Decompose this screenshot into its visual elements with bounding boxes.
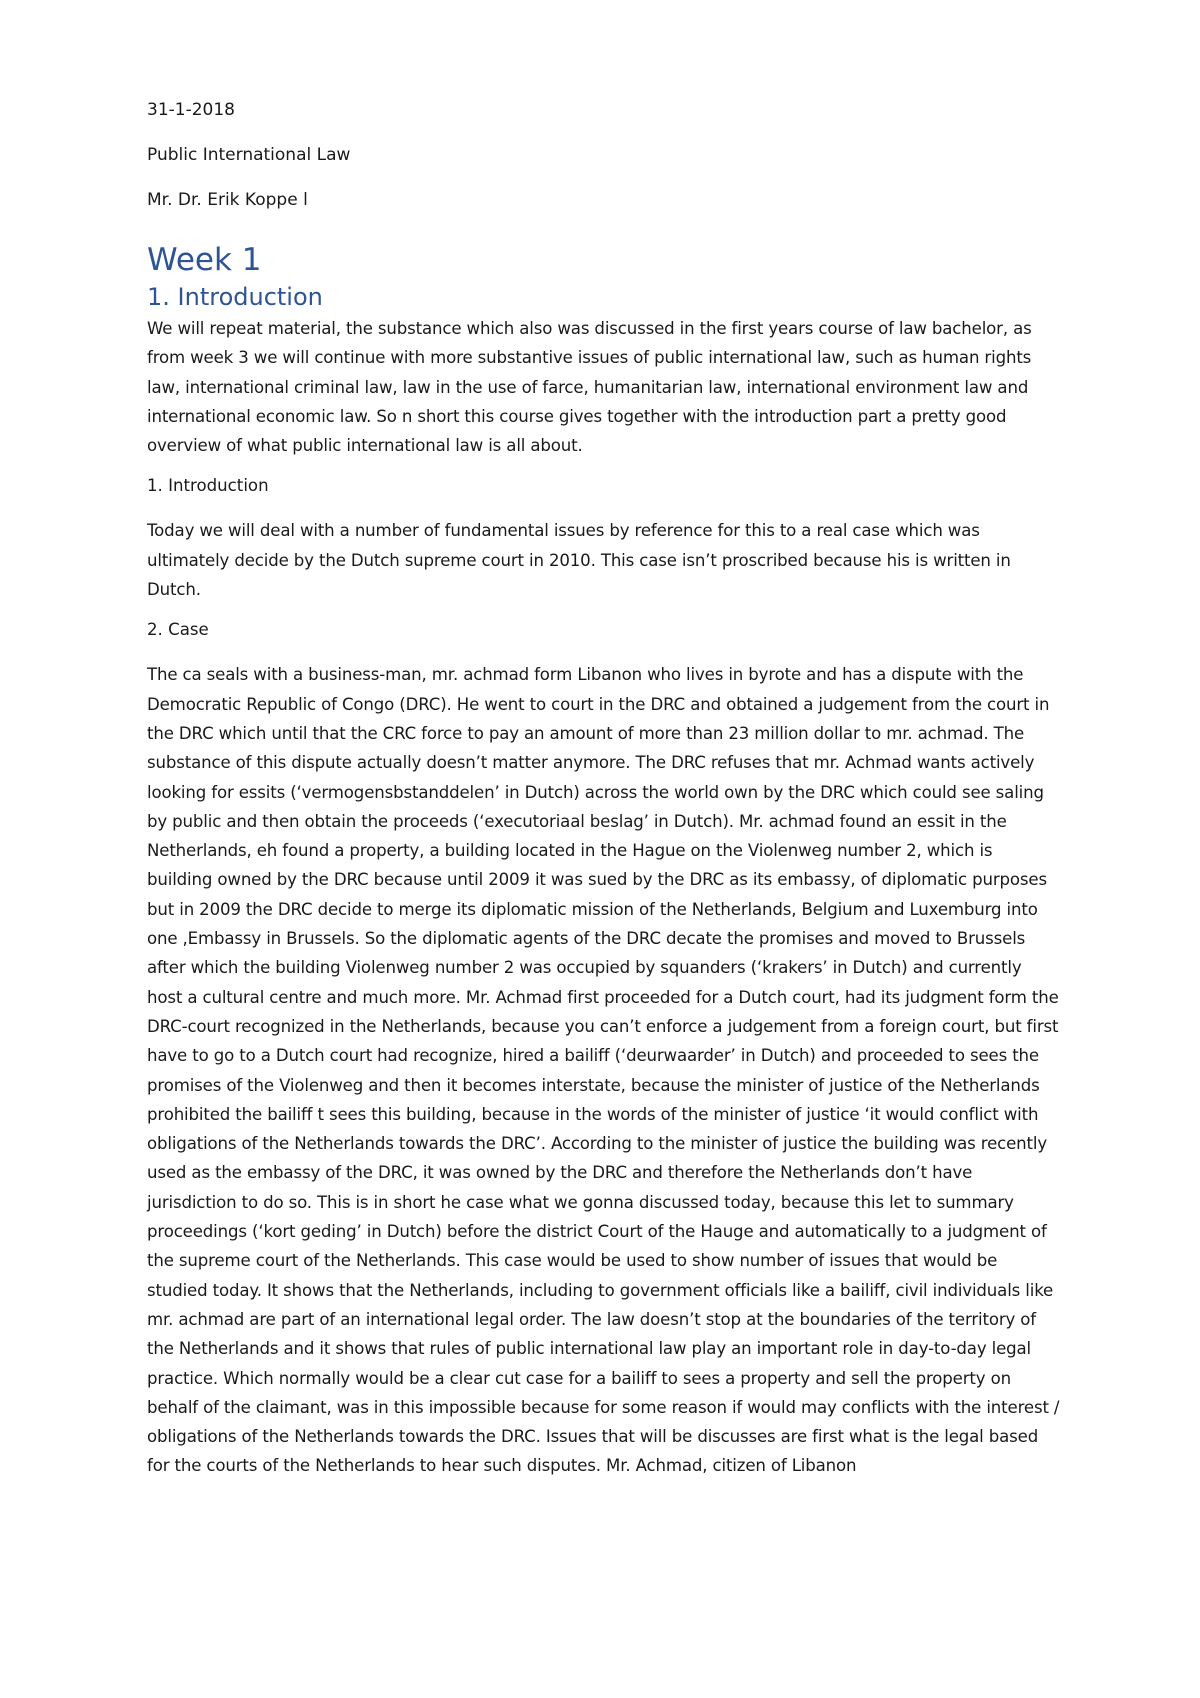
course-name: Public International Law <box>147 145 351 165</box>
introduction-paragraph: Today we will deal with a number of fundamental issues by reference for this to a real case which was ultimately decide by the Dutch supreme court in 2010. This case isn’t proscribed because his is written in Dutch. <box>147 521 1011 600</box>
subheading-case: 2. Case <box>147 620 209 640</box>
lecturer-name: Mr. Dr. Erik Koppe l <box>147 190 308 210</box>
subheading-introduction: 1. Introduction <box>147 476 269 496</box>
intro-paragraph: We will repeat material, the substance which also was discussed in the first years course of law bachelor, as from week 3 we will continue with more substantive issues of public international law, such as human rights law, international criminal law, law in the use of farce, humanitarian law, international environment law and international economic law. So n short this course gives together with the introduction part a pretty good overview of what public international law is all about. <box>147 319 1032 456</box>
case-paragraph: The ca seals with a business-man, mr. achmad form Libanon who lives in byrote and has a dispute with the Democratic Republic of Congo (DRC). He went to court in the DRC and obtained a judgement from the court in the DRC which until that the CRC force to pay an amount of more than 23 million dollar to mr. achmad. The substance of this dispute actually doesn’t matter anymore. The DRC refuses that mr. Achmad wants actively looking for essits (‘vermogensbstanddelen’ in Dutch) across the world own by the DRC which could see saling by public and then obtain the proceeds (‘executoriaal beslag’ in Dutch). Mr. achmad found an essit in the Netherlands, eh found a property, a building located in the Hague on the Violenweg number 2, which is building owned by the DRC because until 2009 it was sued by the DRC as its embassy, of diplomatic purposes but in 2009 the DRC decide to merge its diplomatic mission of the Netherlands, Belgium and Luxemburg into one ,Embassy in Brussels. So the diplomatic agents of the DRC decate the promises and moved to Brussels after which the building Violenweg number 2 was occupied by squanders (‘krakers’ in Dutch) and currently host a cultural centre and much more. Mr. Achmad first proceeded for a Dutch court, had its judgment form the DRC-court recognized in the Netherlands, because you can’t enforce a judgement from a foreign court, but first have to go to a Dutch court had recognize, hired a bailiff (‘deurwaarder’ in Dutch) and proceeded to sees the promises of the Violenweg and then it becomes interstate, because the minister of justice of the Netherlands prohibited the bailiff t sees this building, because in the words of the minister of justice ‘it would conflict with obligations of the Netherlands towards the DRC’. According to the minister of justice the building was recently used as the embassy of the DRC, it was owned by the DRC and therefore the Netherlands don’t have jurisdiction to do so. This is in short he case what we gonna discussed today, because this let to summary proceedings (‘kort geding’ in Dutch) before the district Court of the Hauge and automatically to a judgment of the supreme court of the Netherlands. This case would be used to show number of issues that would be studied today. It shows that the Netherlands, including to government officials like a bailiff, civil individuals like mr. achmad are part of an international legal order. The law doesn’t stop at the boundaries of the territory of the Netherlands and it shows that rules of public international law play an important role in day-to-day legal practice. Which normally would be a clear cut case for a bailiff to sees a property and sell the property on behalf of the claimant, was in this impossible because for some reason if would may conflicts with the interest / obligations of the Netherlands towards the DRC. Issues that will be discusses are first what is the legal based for the courts of the Netherlands to hear such disputes. Mr. Achmad, citizen of Libanon <box>147 665 1060 1476</box>
section-heading: 1. Introduction <box>147 283 323 311</box>
document-date: 31-1-2018 <box>147 100 235 120</box>
week-heading: Week 1 <box>147 242 262 278</box>
